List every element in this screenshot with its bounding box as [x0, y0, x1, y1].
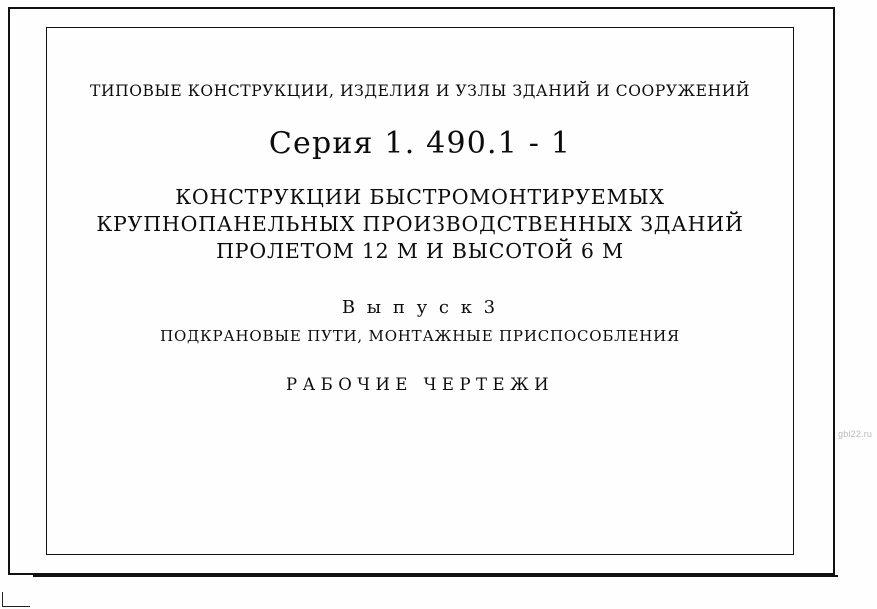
document-title-line-1: КОНСТРУКЦИИ БЫСТРОМОНТИРУЕМЫХ	[175, 185, 665, 209]
series-number: Серия 1. 490.1 - 1	[268, 126, 572, 161]
title-page-text	[46, 60, 794, 394]
document-title-line-3: ПРОЛЕТОМ 12 М И ВЫСОТОЙ 6 М	[216, 239, 624, 263]
sheet-edge-tick-horizontal	[2, 606, 30, 607]
issue-number: В ы п у с к 3	[341, 297, 499, 318]
issue-subtitle: ПОДКРАНОВЫЕ ПУТИ, МОНТАЖНЫЕ ПРИСПОСОБЛЕНИЯ	[160, 327, 680, 345]
document-kicker: ТИПОВЫЕ КОНСТРУКЦИИ, ИЗДЕЛИЯ И УЗЛЫ ЗДАНИЙ И СООРУЖЕНИЙ	[90, 82, 750, 100]
sheet-edge-tick-vertical	[2, 592, 3, 607]
document-title-line-2: КРУПНОПАНЕЛЬНЫХ ПРОИЗВОДСТВЕННЫХ ЗДАНИЙ	[96, 212, 744, 236]
watermark-text: gbi22.ru	[838, 429, 873, 439]
working-drawings-label: РАБОЧИЕ ЧЕРТЕЖИ	[285, 375, 555, 394]
sheet-bottom-rule	[33, 575, 838, 577]
